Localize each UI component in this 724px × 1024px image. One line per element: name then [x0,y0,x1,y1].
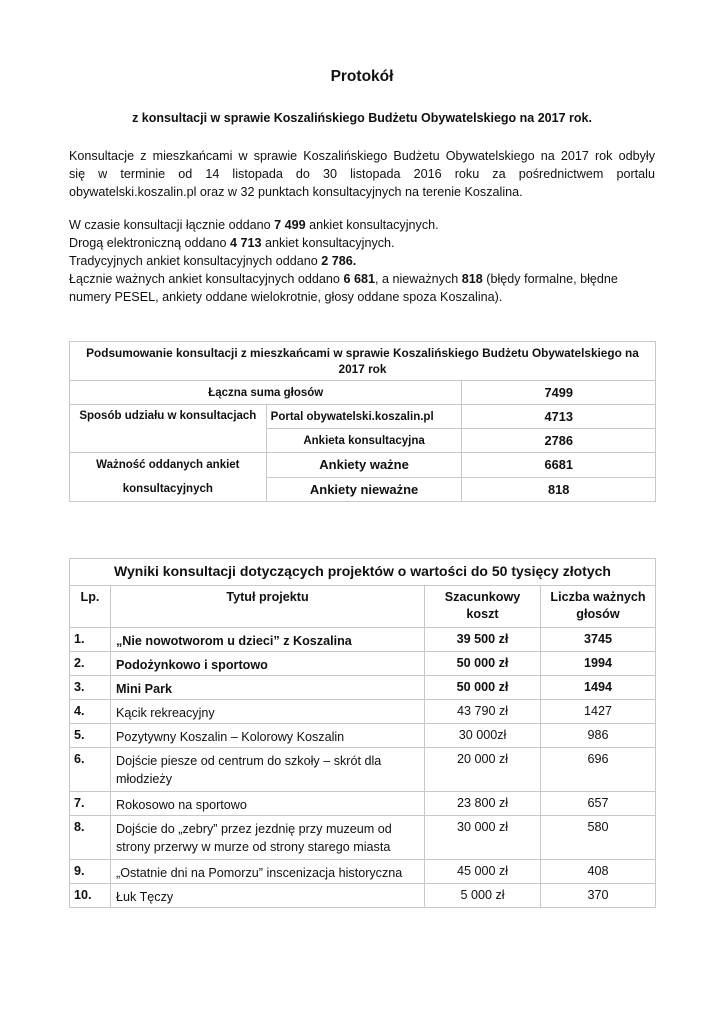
table-row [70,724,656,748]
column-header-name: Tytuł projektu [111,586,425,628]
project-votes: 986 [541,724,656,748]
table-row [70,884,656,908]
validity-label-line: Ważność oddanych ankiet [96,459,240,471]
text: W czasie konsultacji łącznie oddano [69,218,275,232]
row-number: 7. [70,792,111,816]
stats-paragraph [69,216,655,306]
project-cost: 20 000 zł [425,748,541,792]
electronic-count: 4 713 [230,236,262,250]
project-votes: 696 [541,748,656,792]
valid-label: Ankiety ważne [266,453,462,478]
valid-count: 6 681 [343,272,375,286]
project-votes: 370 [541,884,656,908]
total-label: Łączna suma głosów [70,381,462,405]
header-line: koszt [466,607,499,621]
row-number: 9. [70,860,111,884]
summary-table-header: Podsumowanie konsultacji z mieszkańcami w sprawie Koszalińskiego Budżetu Obywatelskiego na 2017 rok [70,342,656,381]
table-row [70,748,656,792]
project-name: „Nie nowotworom u dzieci” z Koszalina [111,628,425,652]
document-subtitle: z konsultacji w sprawie Koszalińskiego Budżetu Obywatelskiego na 2017 rok. [132,111,592,125]
total-value: 7499 [462,381,656,405]
validity-label [70,453,267,502]
text: , a nieważnych [374,272,462,286]
invalid-label: Ankiety nieważne [266,477,462,502]
stats-line-reasons: numery PESEL, ankiety oddane wielokrotnie, głosy oddane spoza Koszalina). [69,290,503,304]
row-number: 4. [70,700,111,724]
project-cost: 39 500 zł [425,628,541,652]
project-name: „Ostatnie dni na Pomorzu” inscenizacja historyczna [111,860,425,884]
table-row [70,792,656,816]
header-line: Szacunkowy [444,590,521,604]
portal-label: Portal obywatelski.koszalin.pl [266,405,462,429]
project-name: Podożynkowo i sportowo [111,652,425,676]
text: Tradycyjnych ankiet konsultacyjnych oddano [69,254,322,268]
summary-table [69,341,656,502]
stats-line-validity [69,270,655,288]
header-line: głosów [576,607,620,621]
table-row [70,628,656,652]
project-name: Dojście do „zebry” przez jezdnię przy muzeum od strony przerwy w murze od strony starego miasta [111,816,425,860]
portal-value: 4713 [462,405,656,429]
project-cost: 50 000 zł [425,652,541,676]
table-row [70,860,656,884]
row-number: 6. [70,748,111,792]
invalid-value: 818 [462,477,656,502]
intro-line: obywatelski.koszalin.pl oraz w 32 punktach konsultacyjnych na terenie Koszalina. [69,185,523,199]
project-cost: 43 790 zł [425,700,541,724]
results-table-title: Wyniki konsultacji dotyczących projektów o wartości do 50 tysięcy złotych [70,559,656,586]
results-body [70,628,656,908]
project-votes: 408 [541,860,656,884]
project-votes: 1427 [541,700,656,724]
project-cost: 23 800 zł [425,792,541,816]
project-votes: 657 [541,792,656,816]
text: ankiet konsultacyjnych. [305,218,439,232]
table-row [70,816,656,860]
column-header-cost [425,586,541,628]
project-name: Rokosowo na sportowo [111,792,425,816]
stats-line-electronic [69,234,655,252]
validity-label-line: konsultacyjnych [122,483,213,495]
project-votes: 3745 [541,628,656,652]
intro-paragraph [69,147,655,201]
paper-label: Ankieta konsultacyjna [266,429,462,453]
row-number: 10. [70,884,111,908]
project-name: Dojście piesze od centrum do szkoły – skrót dla młodzieży [111,748,425,792]
intro-line: się w terminie od 14 listopada do 30 listopada 2016 roku za pośrednictwem portalu [69,167,655,181]
project-cost: 30 000zł [425,724,541,748]
project-votes: 580 [541,816,656,860]
text: (błędy formalne, błędne [482,272,618,286]
stats-line-total [69,216,655,234]
paper-count: 2 786. [321,254,357,268]
paper-value: 2786 [462,429,656,453]
document-title: Protokół [330,68,394,85]
method-label: Sposób udziału w konsultacjach [70,405,267,453]
table-row [70,700,656,724]
project-votes: 1494 [541,676,656,700]
project-name: Łuk Tęczy [111,884,425,908]
row-number: 2. [70,652,111,676]
project-votes: 1994 [541,652,656,676]
header-line: Liczba ważnych [550,590,646,604]
text: Łącznie ważnych ankiet konsultacyjnych oddano [69,272,344,286]
valid-value: 6681 [462,453,656,478]
row-number: 5. [70,724,111,748]
results-table [69,558,656,908]
project-name: Kącik rekreacyjny [111,700,425,724]
table-row [70,676,656,700]
row-number: 3. [70,676,111,700]
project-cost: 50 000 zł [425,676,541,700]
stats-line-paper [69,252,655,270]
column-header-votes [541,586,656,628]
table-row [70,652,656,676]
total-count: 7 499 [274,218,306,232]
invalid-count: 818 [461,272,483,286]
project-cost: 30 000 zł [425,816,541,860]
project-cost: 45 000 zł [425,860,541,884]
text: Drogą elektroniczną oddano [69,236,231,250]
project-name: Pozytywny Koszalin – Kolorowy Koszalin [111,724,425,748]
text: ankiet konsultacyjnych. [261,236,395,250]
row-number: 1. [70,628,111,652]
project-name: Mini Park [111,676,425,700]
project-cost: 5 000 zł [425,884,541,908]
intro-line: Konsultacje z mieszkańcami w sprawie Koszalińskiego Budżetu Obywatelskiego na 2017 rok odbyły [69,149,655,163]
column-header-lp: Lp. [70,586,111,628]
row-number: 8. [70,816,111,860]
